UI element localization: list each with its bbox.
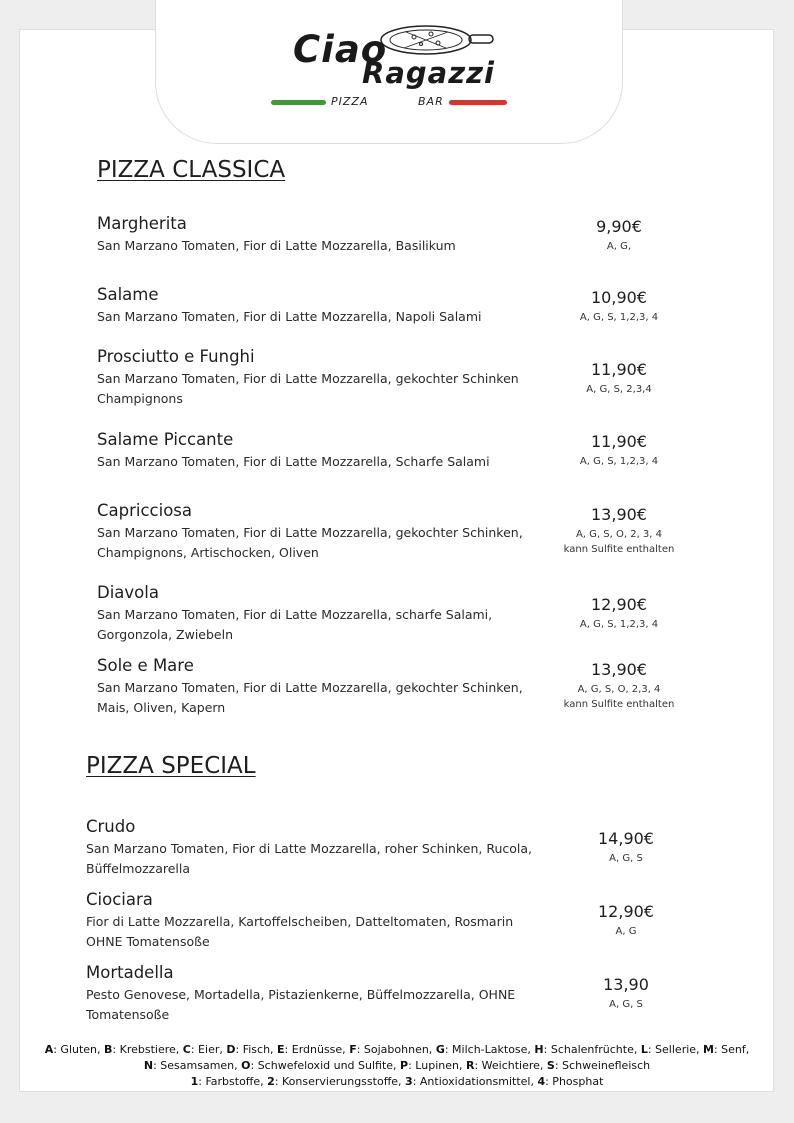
item-price: 13,90€	[591, 660, 647, 679]
item-desc: San Marzano Tomaten, Fior di Latte Mozzarella, Napoli Salami	[97, 309, 482, 324]
item-allergens: A, G, S, 2,3,4	[586, 384, 652, 395]
item-allergens: A, G, S, 1,2,3, 4	[579, 312, 659, 323]
logo-ragazzi: Ragazzi	[362, 56, 495, 90]
item-desc: San Marzano Tomaten, Fior di Latte Mozzarella, gekochter Schinken Champignons	[97, 371, 519, 406]
item-desc: San Marzano Tomaten, Fior di Latte Mozzarella, Scharfe Salami	[97, 454, 490, 469]
item-price: 10,90€	[591, 288, 647, 307]
item-name: Margherita	[97, 214, 187, 233]
logo-pizza-label: PIZZA	[331, 95, 369, 108]
item-allergen-note: kann Sulfite enthalten	[563, 544, 675, 555]
item-desc: San Marzano Tomaten, Fior di Latte Mozzarella, gekochter Schinken, Champignons, Artischocken, Oliven	[97, 525, 523, 560]
logo-bar-label: BAR	[418, 95, 444, 108]
item-desc: San Marzano Tomaten, Fior di Latte Mozzarella, Basilikum	[97, 238, 456, 253]
logo-ciao: Ciao	[293, 28, 388, 71]
item-desc: Pesto Genovese, Mortadella, Pistazienkerne, Büffelmozzarella, OHNE Tomatensoße	[86, 987, 516, 1022]
menu-item	[97, 583, 537, 645]
item-allergens: A, G, S, 1,2,3, 4	[579, 619, 659, 630]
item-price: 12,90€	[598, 902, 654, 921]
price-block	[549, 288, 689, 326]
menu-item	[86, 890, 536, 952]
menu-item	[97, 214, 537, 256]
item-price: 13,90€	[591, 505, 647, 524]
item-price: 11,90€	[591, 432, 647, 451]
item-price: 14,90€	[598, 829, 654, 848]
item-name: Sole e Mare	[97, 656, 194, 675]
item-name: Diavola	[97, 583, 159, 602]
item-price: 12,90€	[591, 595, 647, 614]
item-desc: San Marzano Tomaten, Fior di Latte Mozzarella, gekochter Schinken, Mais, Oliven, Kapern	[97, 680, 523, 715]
item-name: Mortadella	[86, 963, 174, 982]
item-allergens: A, G	[615, 926, 637, 937]
item-name: Salame	[97, 285, 159, 304]
price-block	[556, 902, 696, 940]
price-block	[549, 505, 689, 557]
logo-red-stripe	[449, 100, 507, 105]
menu-item	[97, 656, 537, 718]
price-block	[549, 660, 689, 712]
price-block	[549, 360, 689, 398]
item-name: Crudo	[86, 817, 136, 836]
item-price: 13,90	[603, 975, 649, 994]
item-name: Capricciosa	[97, 501, 193, 520]
price-block	[549, 217, 689, 255]
item-allergens: A, G,	[606, 241, 632, 252]
menu-item	[86, 817, 536, 879]
item-price: 9,90€	[596, 217, 642, 236]
legend-line-1: A: Gluten, B: Krebstiere, C: Eier, D: Fisch, E: Erdnüsse, F: Sojabohnen, G: Milch-Laktose, H: Schalenfrüchte, L: Sellerie, M: Senf,	[44, 1043, 750, 1056]
item-name: Salame Piccante	[97, 430, 234, 449]
menu-item	[97, 430, 537, 472]
price-block	[556, 829, 696, 867]
item-name: Prosciutto e Funghi	[97, 347, 255, 366]
section-title-special: PIZZA SPECIAL	[86, 753, 256, 779]
item-allergen-note: kann Sulfite enthalten	[563, 699, 675, 710]
logo-green-stripe	[271, 100, 326, 105]
item-allergens: A, G, S	[609, 999, 643, 1010]
menu-item	[97, 501, 537, 563]
item-allergens: A, G, S	[609, 853, 643, 864]
legend-line-3: 1: Farbstoffe, 2: Konservierungsstoffe, 3: Antioxidationsmittel, 4: Phosphat	[190, 1075, 604, 1088]
item-price: 11,90€	[591, 360, 647, 379]
item-name: Ciociara	[86, 890, 153, 909]
item-desc: San Marzano Tomaten, Fior di Latte Mozzarella, scharfe Salami, Gorgonzola, Zwiebeln	[97, 607, 493, 642]
item-allergens: A, G, S, 1,2,3, 4	[579, 456, 659, 467]
section-title-classica: PIZZA CLASSICA	[97, 157, 286, 183]
legend-line-2: N: Sesamsamen, O: Schwefeloxid und Sulfite, P: Lupinen, R: Weichtiere, S: Schweinefleisch	[143, 1059, 651, 1072]
price-block	[549, 432, 689, 470]
item-desc: San Marzano Tomaten, Fior di Latte Mozzarella, roher Schinken, Rucola, Büffelmozzarella	[86, 841, 532, 876]
menu-item	[97, 285, 537, 327]
menu-item	[97, 347, 537, 409]
menu-item	[86, 963, 536, 1025]
item-desc: Fior di Latte Mozzarella, Kartoffelscheiben, Datteltomaten, Rosmarin OHNE Tomatensoße	[86, 914, 514, 949]
item-allergens: A, G, S, O, 2,3, 4	[577, 684, 661, 695]
price-block	[549, 595, 689, 633]
item-allergens: A, G, S, O, 2, 3, 4	[575, 529, 663, 540]
allergen-legend	[30, 1042, 764, 1090]
price-block	[556, 975, 696, 1013]
